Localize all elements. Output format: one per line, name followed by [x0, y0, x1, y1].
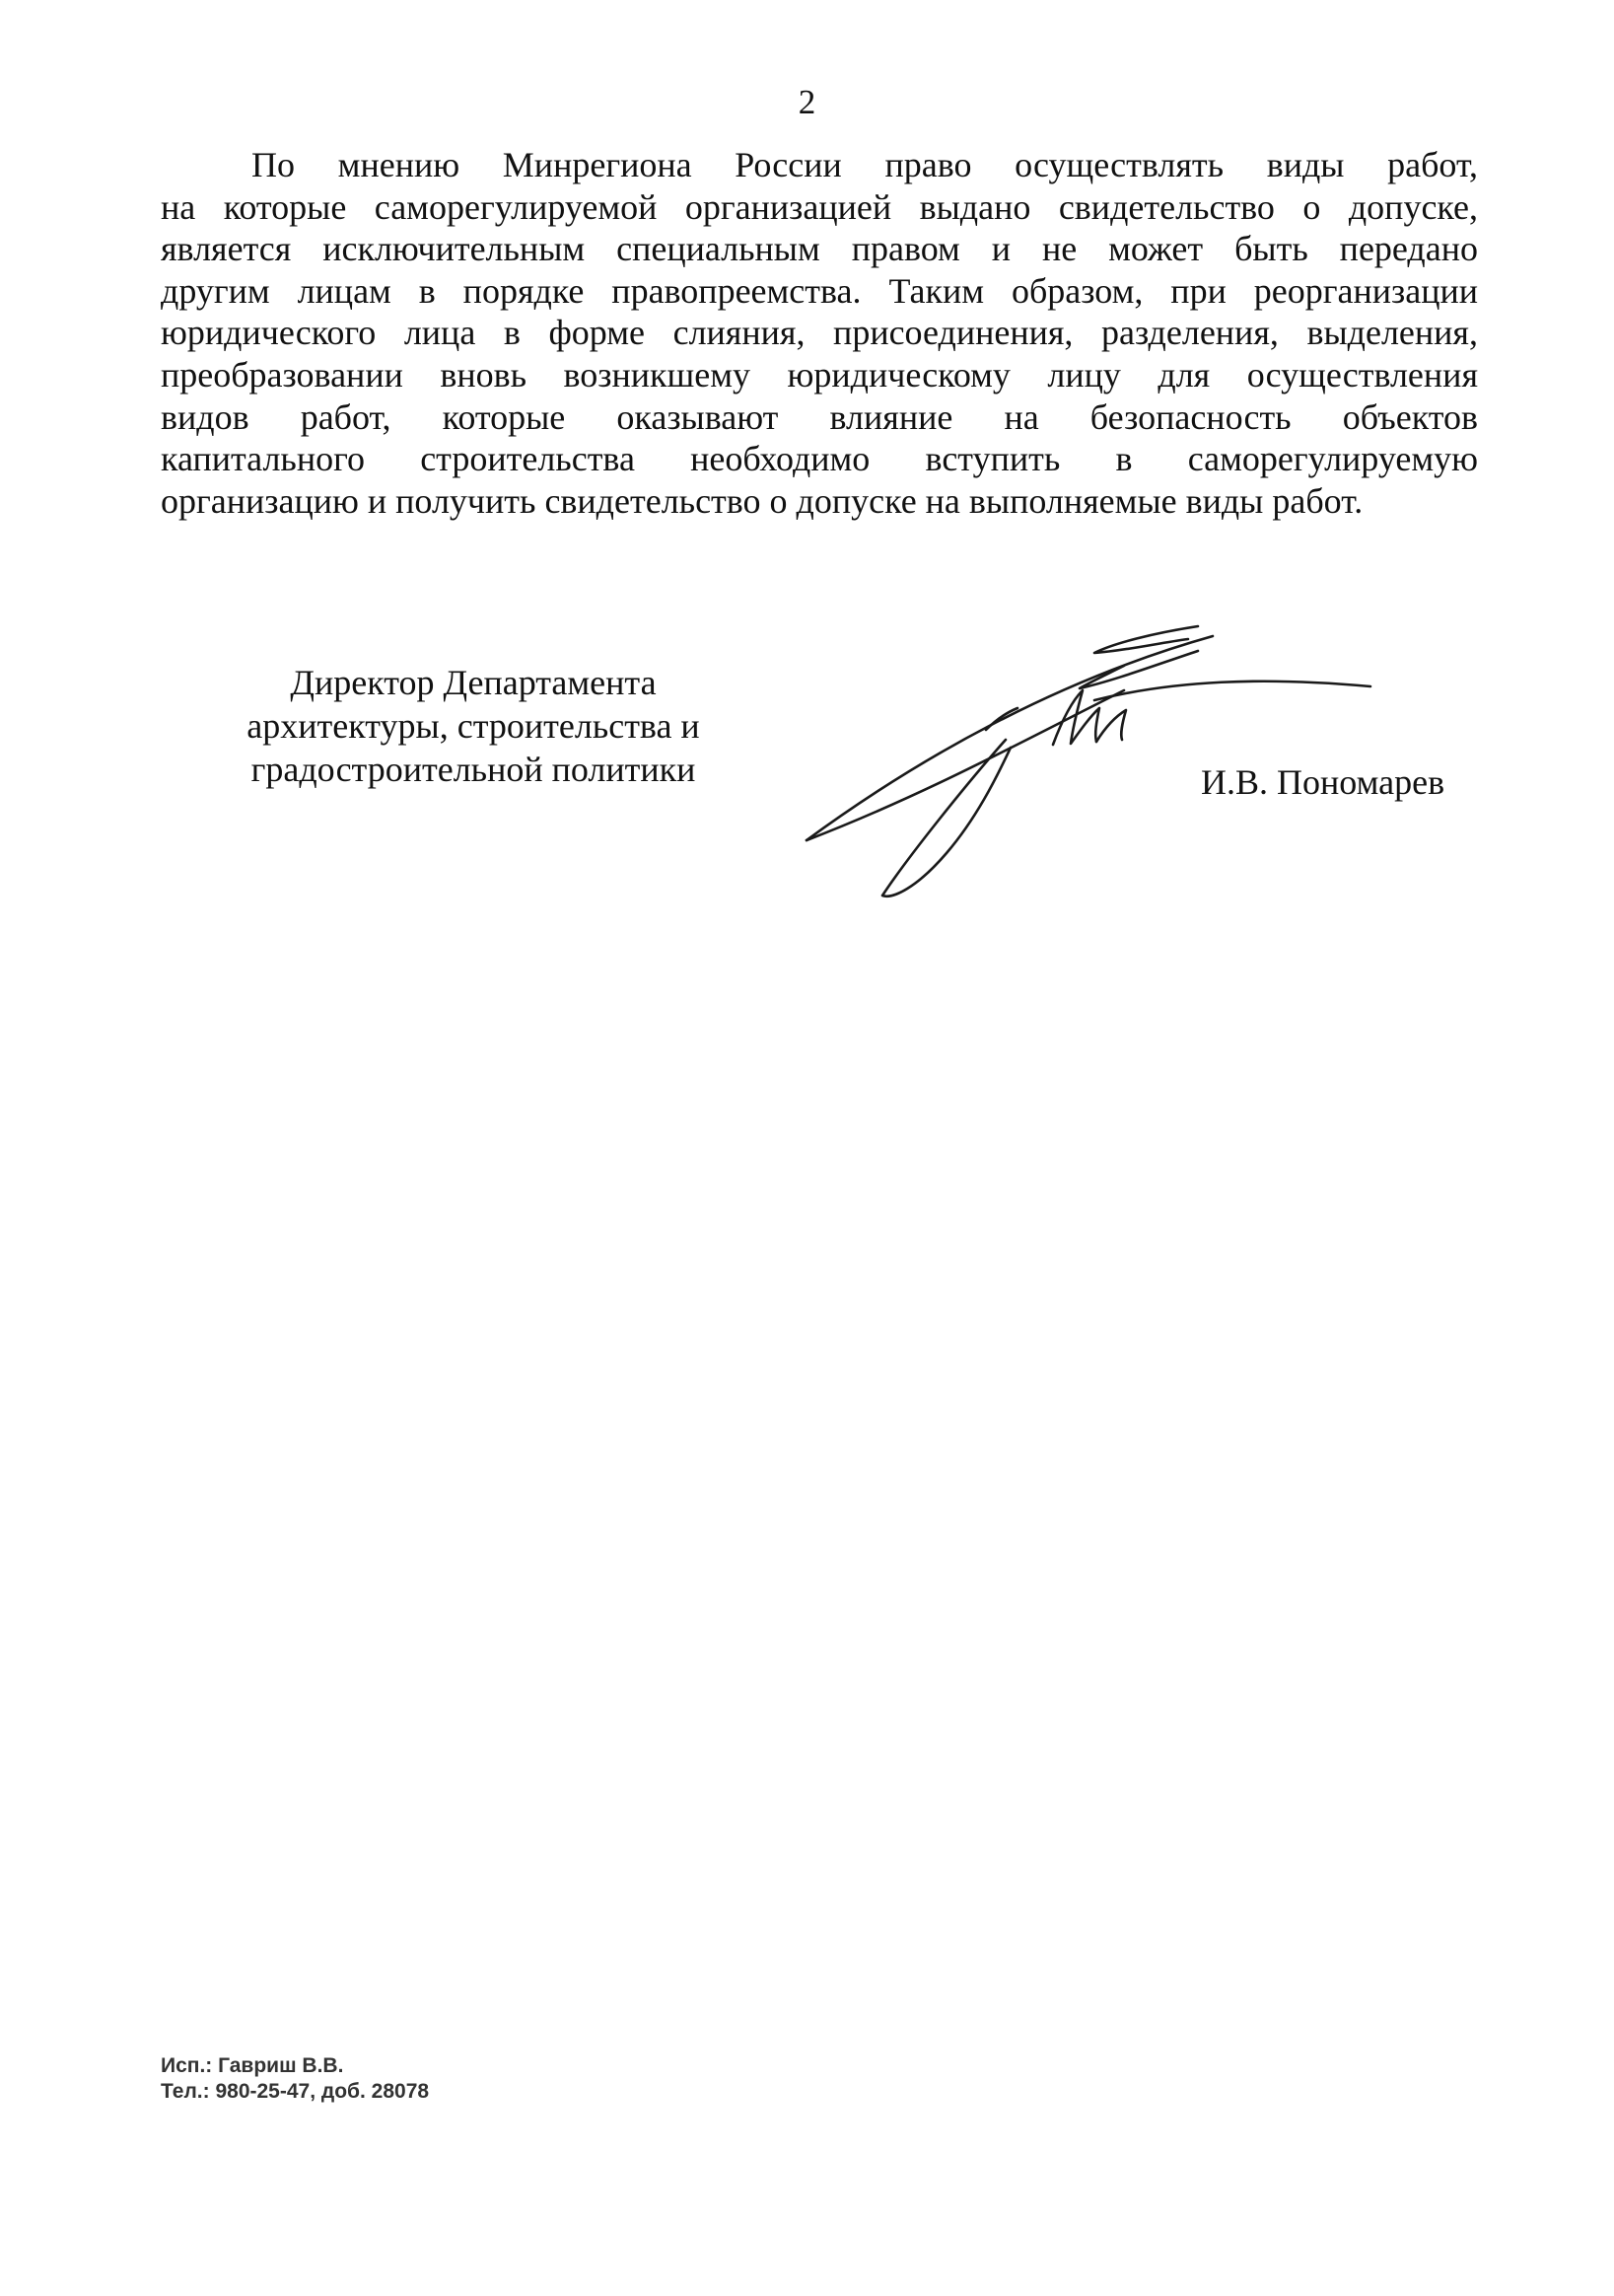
page-number: 2 [798, 83, 816, 121]
body-paragraph [161, 144, 1478, 522]
body-line: другим лицам в порядке правопреемства. Таким образом, при реорганизации [161, 270, 1478, 311]
signer-title-line: Директор Департамента [290, 663, 657, 702]
executor-name: Исп.: Гавриш В.В. [161, 2054, 344, 2077]
body-line: По мнению Минрегиона России право осуществлять виды работ, [251, 145, 1478, 184]
body-line: юридического лица в форме слияния, присоединения, разделения, выделения, [161, 313, 1478, 353]
signer-name: И.В. Пономарев [1201, 762, 1445, 802]
body-line: преобразовании вновь возникшему юридическому лицу для осуществления [161, 354, 1478, 395]
signer-title-line: архитектуры, строительства и [246, 706, 700, 746]
body-line: капитального строительства необходимо вступить в саморегулируемую [161, 439, 1478, 479]
body-line: на которые саморегулируемой организацией выдано свидетельство о допуске, [161, 186, 1478, 227]
executor-phone: Тел.: 980-25-47, доб. 28078 [161, 2080, 430, 2103]
body-line: является исключительным специальным правом и не может быть передано [161, 229, 1478, 269]
signer-title [197, 661, 749, 791]
signer-title-line: градостроительной политики [250, 750, 696, 789]
body-line: видов работ, которые оказывают влияние на безопасность объектов [161, 396, 1478, 437]
body-line: организацию и получить свидетельство о допуске на выполняемые виды работ. [161, 480, 1364, 521]
executor-info [161, 2053, 429, 2105]
